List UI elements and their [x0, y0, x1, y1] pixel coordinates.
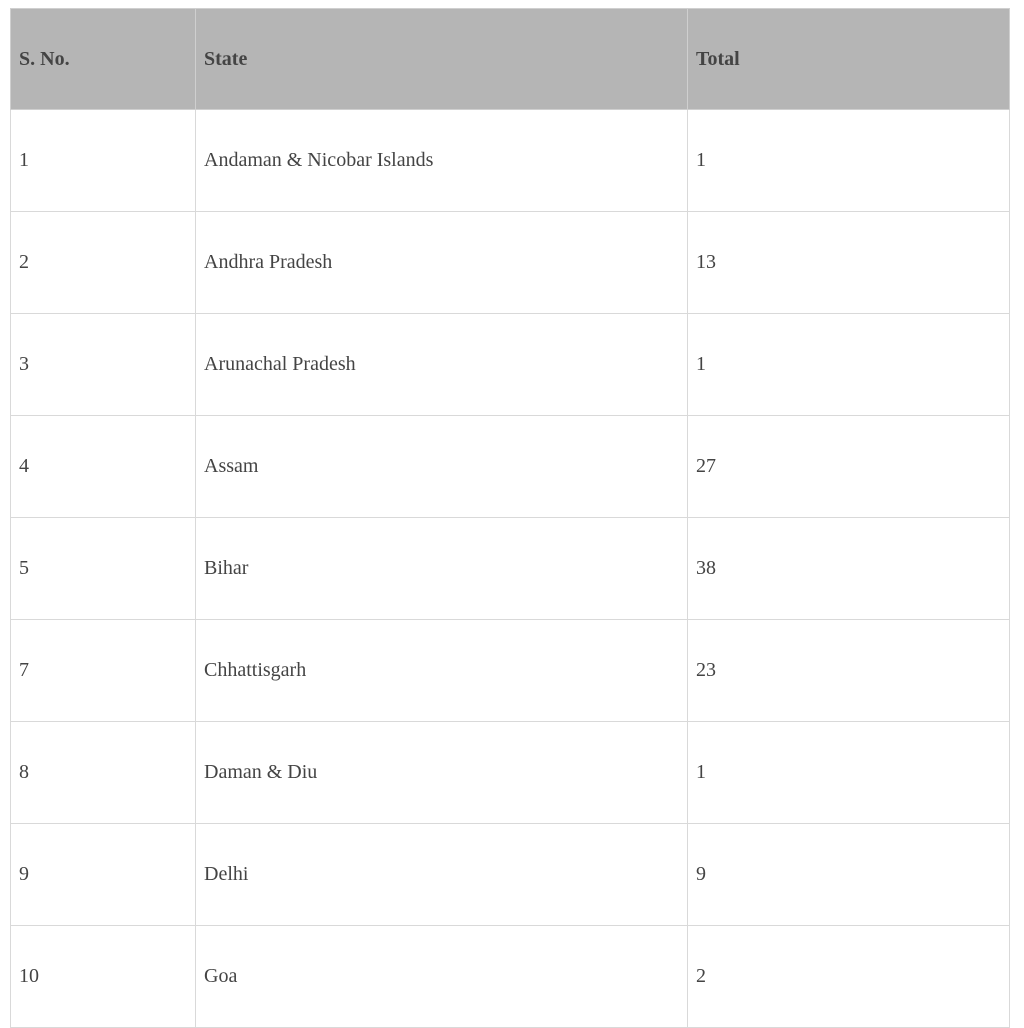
table-row — [11, 314, 1010, 416]
state-cell: Bihar — [196, 518, 688, 620]
serial-number-cell: 9 — [11, 824, 196, 926]
serial-number-cell: 1 — [11, 110, 196, 212]
serial-number-cell: 2 — [11, 212, 196, 314]
total-cell: 13 — [688, 212, 1010, 314]
total-cell: 1 — [688, 314, 1010, 416]
table-row — [11, 416, 1010, 518]
state-cell: Chhattisgarh — [196, 620, 688, 722]
column-header-total: Total — [688, 9, 1010, 110]
total-cell: 1 — [688, 722, 1010, 824]
state-cell: Daman & Diu — [196, 722, 688, 824]
table-row — [11, 518, 1010, 620]
serial-number-cell: 5 — [11, 518, 196, 620]
total-cell: 2 — [688, 926, 1010, 1028]
total-cell: 23 — [688, 620, 1010, 722]
state-cell: Arunachal Pradesh — [196, 314, 688, 416]
total-cell: 38 — [688, 518, 1010, 620]
serial-number-cell: 3 — [11, 314, 196, 416]
state-totals-table — [10, 8, 1010, 1028]
table-row — [11, 722, 1010, 824]
state-cell: Andaman & Nicobar Islands — [196, 110, 688, 212]
state-cell: Goa — [196, 926, 688, 1028]
serial-number-cell: 7 — [11, 620, 196, 722]
total-cell: 27 — [688, 416, 1010, 518]
serial-number-cell: 10 — [11, 926, 196, 1028]
total-cell: 9 — [688, 824, 1010, 926]
table-row — [11, 926, 1010, 1028]
state-cell: Delhi — [196, 824, 688, 926]
serial-number-cell: 8 — [11, 722, 196, 824]
state-cell: Andhra Pradesh — [196, 212, 688, 314]
state-cell: Assam — [196, 416, 688, 518]
total-cell: 1 — [688, 110, 1010, 212]
table-row — [11, 620, 1010, 722]
column-header-state: State — [196, 9, 688, 110]
state-totals-table-container — [10, 8, 1009, 1028]
serial-number-cell: 4 — [11, 416, 196, 518]
column-header-serial-number: S. No. — [11, 9, 196, 110]
table-row — [11, 824, 1010, 926]
table-header-row — [11, 9, 1010, 110]
table-row — [11, 110, 1010, 212]
table-row — [11, 212, 1010, 314]
